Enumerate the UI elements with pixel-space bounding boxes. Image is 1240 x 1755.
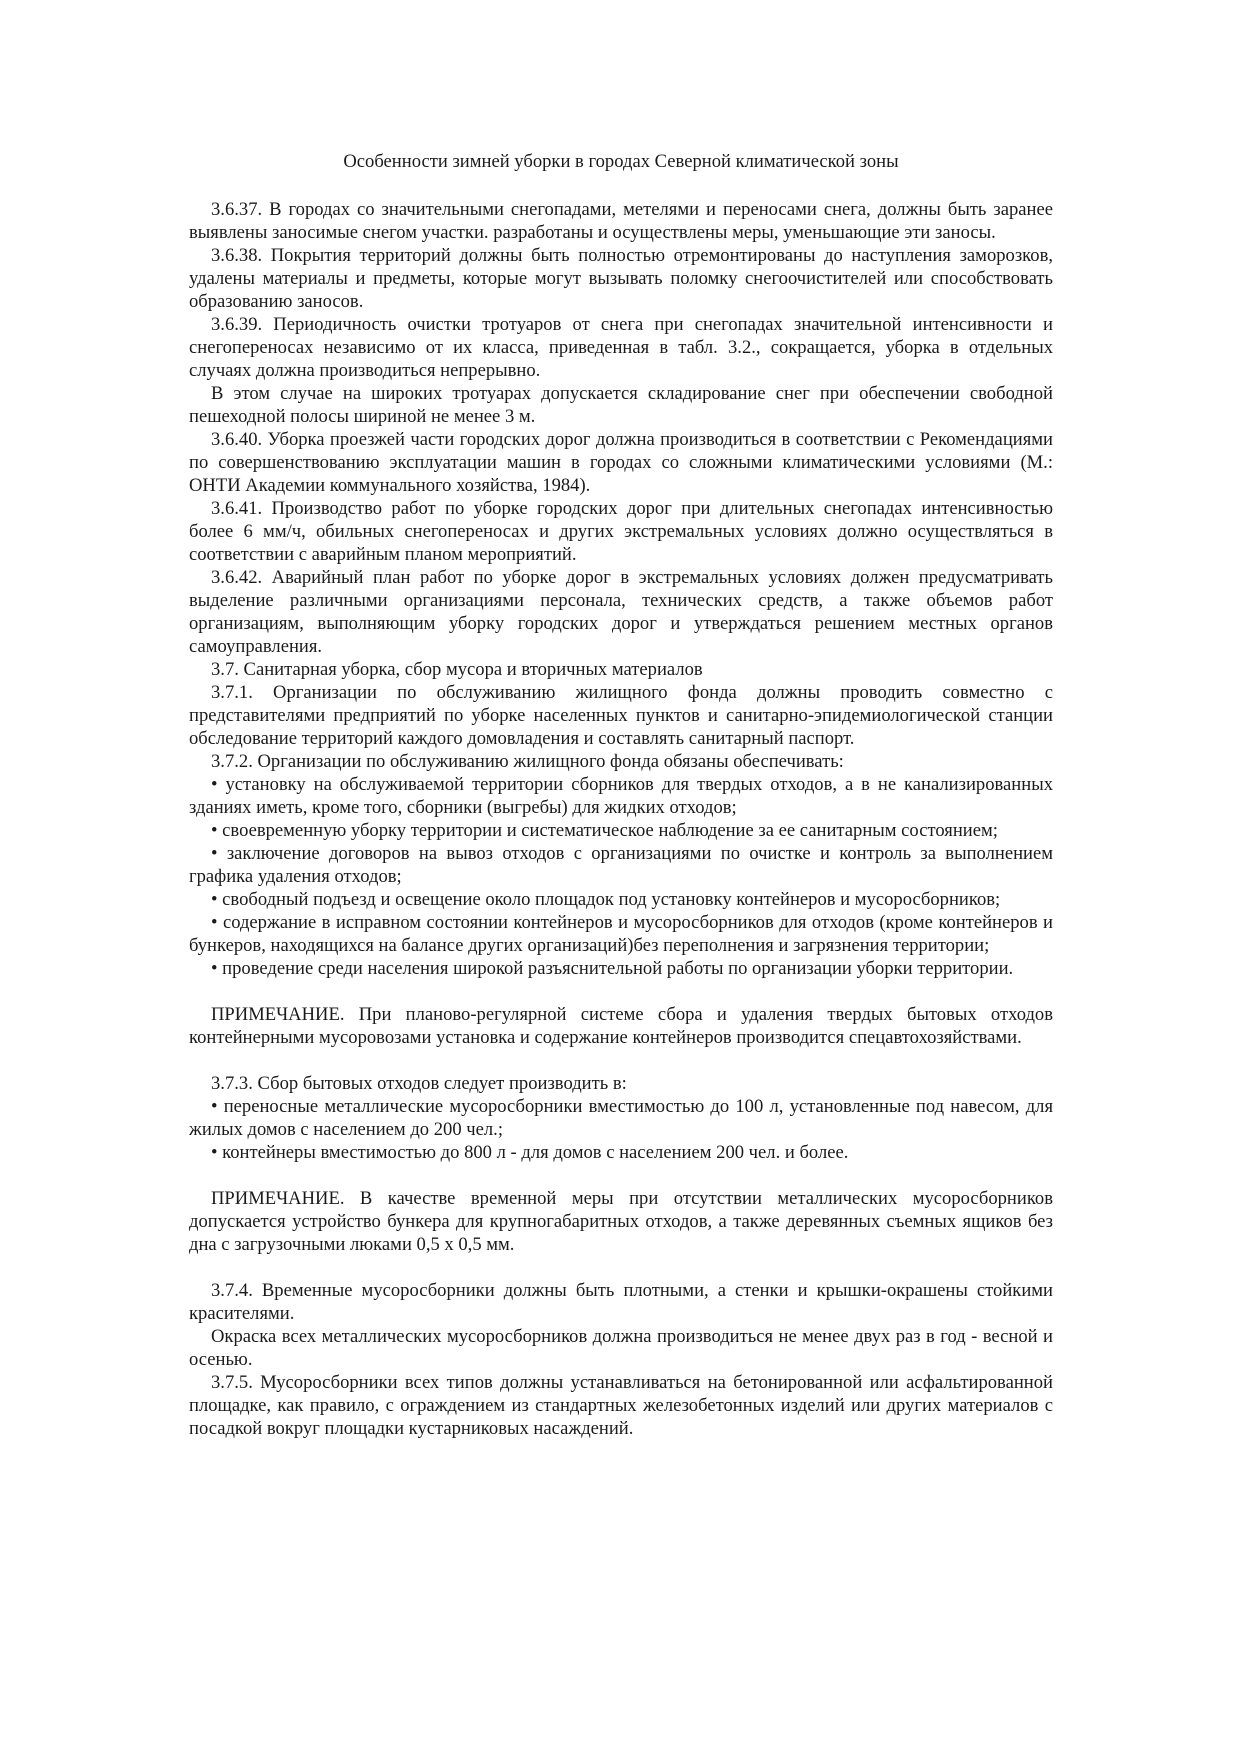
paragraph: 3.7.3. Сбор бытовых отходов следует производить в: xyxy=(211,1073,627,1094)
paragraph: 3.6.40. Уборка проезжей части городских дорог должна производиться в соответствии с Рекомендациями по совершенствованию эксплуатации машин в городах со сложными климатическими условиями (М.: ОНТИ Академии коммунального хозяйства, 1984). xyxy=(189,429,1053,496)
paragraph: • контейнеры вместимостью до 800 л - для домов с населением 200 чел. и более. xyxy=(211,1142,849,1163)
paragraph: • переносные металлические мусоросборники вместимостью до 100 л, установленные под навесом, для жилых домов с населением до 200 чел.; xyxy=(189,1096,1053,1140)
document-body xyxy=(189,198,1053,1440)
paragraph-spacer xyxy=(189,1256,1053,1279)
paragraph: 3.6.39. Периодичность очистки тротуаров от снега при снегопадах значительной интенсивности и снегопереносах независимо от их класса, приведенная в табл. 3.2., сокращается, уборка в отдельных случаях должна производиться непрерывно. xyxy=(189,314,1053,381)
paragraph: 3.6.38. Покрытия территорий должны быть полностью отремонтированы до наступления заморозков, удалены материалы и предметы, которые могут вызывать поломку снегоочистителей или способствовать образованию заносов. xyxy=(189,245,1053,312)
paragraph: Окраска всех металлических мусоросборников должна производиться не менее двух раз в год - весной и осенью. xyxy=(189,1326,1053,1370)
paragraph: ПРИМЕЧАНИЕ. При планово-регулярной системе сбора и удаления твердых бытовых отходов контейнерными мусоровозами установка и содержание контейнеров производится спецавтохозяйствами. xyxy=(189,1004,1053,1048)
paragraph: • своевременную уборку территории и систематическое наблюдение за ее санитарным состоянием; xyxy=(211,820,998,841)
paragraph: • проведение среди населения широкой разъяснительной работы по организации уборки территории. xyxy=(211,958,1014,979)
document-title: Особенности зимней уборки в городах Северной климатической зоны xyxy=(343,151,899,172)
paragraph: 3.7.2. Организации по обслуживанию жилищного фонда обязаны обеспечивать: xyxy=(211,751,844,772)
paragraph: 3.7. Санитарная уборка, сбор мусора и вторичных материалов xyxy=(211,659,703,680)
paragraph: 3.7.1. Организации по обслуживанию жилищного фонда должны проводить совместно с представителями предприятий по уборке населенных пунктов и санитарно-эпидемиологической станции обследование территорий каждого домовладения и составлять санитарный паспорт. xyxy=(189,682,1053,749)
paragraph: 3.6.42. Аварийный план работ по уборке дорог в экстремальных условиях должен предусматривать выделение различными организациями персонала, технических средств, а также объемов работ организациям, выполняющим уборку городских дорог и утверждаться решением местных органов самоуправления. xyxy=(189,567,1053,657)
paragraph: • установку на обслуживаемой территории сборников для твердых отходов, а в не канализированных зданиях иметь, кроме того, сборники (выгребы) для жидких отходов; xyxy=(189,774,1053,818)
paragraph: • свободный подъезд и освещение около площадок под установку контейнеров и мусоросборников; xyxy=(211,889,1001,910)
paragraph: В этом случае на широких тротуарах допускается складирование снег при обеспечении свободной пешеходной полосы шириной не менее 3 м. xyxy=(189,383,1053,427)
paragraph: 3.6.37. В городах со значительными снегопадами, метелями и переносами снега, должны быть заранее выявлены заносимые снегом участки. разработаны и осуществлены меры, уменьшающие эти заносы. xyxy=(189,199,1053,243)
paragraph-spacer xyxy=(189,1049,1053,1072)
paragraph: 3.7.5. Мусоросборники всех типов должны устанавливаться на бетонированной или асфальтированной площадке, как правило, с ограждением из стандартных железобетонных изделий или других материалов с посадкой вокруг площадки кустарниковых насаждений. xyxy=(189,1372,1053,1439)
paragraph-spacer xyxy=(189,980,1053,1003)
paragraph: • заключение договоров на вывоз отходов с организациями по очистке и контроль за выполнением графика удаления отходов; xyxy=(189,843,1053,887)
paragraph: 3.7.4. Временные мусоросборники должны быть плотными, а стенки и крышки-окрашены стойкими красителями. xyxy=(189,1280,1053,1324)
paragraph: ПРИМЕЧАНИЕ. В качестве временной меры при отсутствии металлических мусоросборников допускается устройство бункера для крупногабаритных отходов, а также деревянных съемных ящиков без дна с загрузочными люками 0,5 х 0,5 мм. xyxy=(189,1188,1053,1255)
document-page xyxy=(189,150,1053,1440)
paragraph-spacer xyxy=(189,1164,1053,1187)
paragraph: 3.6.41. Производство работ по уборке городских дорог при длительных снегопадах интенсивностью более 6 мм/ч, обильных снегопереносах и других экстремальных условиях должно осуществляться в соответствии с аварийным планом мероприятий. xyxy=(189,498,1053,565)
paragraph: • содержание в исправном состоянии контейнеров и мусоросборников для отходов (кроме контейнеров и бункеров, находящихся на балансе других организаций)без переполнения и загрязнения территории; xyxy=(189,912,1053,956)
